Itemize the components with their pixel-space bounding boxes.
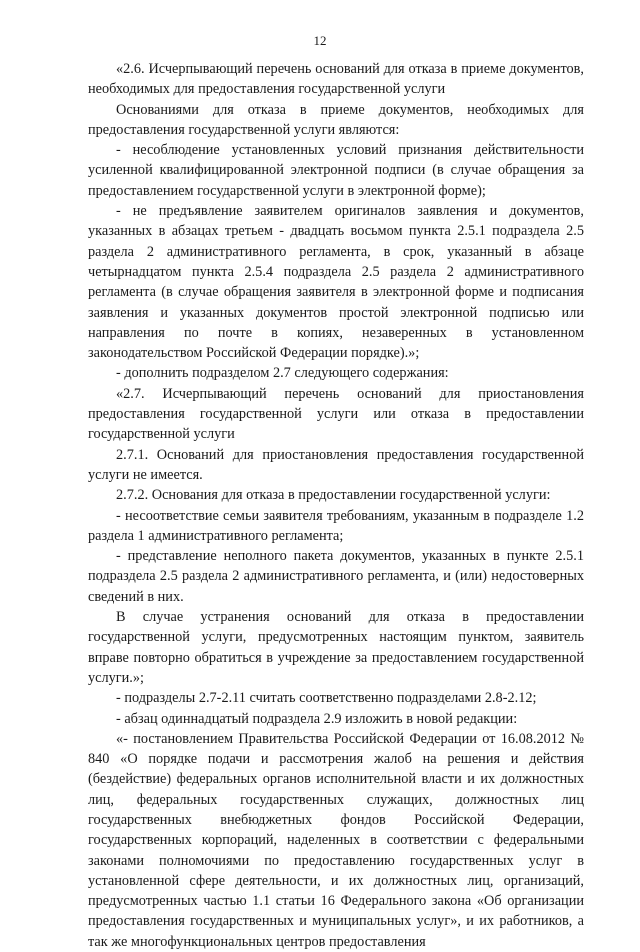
- paragraph-add-subsection-2-7: - дополнить подразделом 2.7 следующего содержания:: [116, 365, 449, 382]
- paragraph-2-6-heading: «2.6. Исчерпывающий перечень оснований для отказа в приеме документов, необходимых для предоставления государственной услуги: [88, 61, 584, 98]
- paragraph-2-7-heading: «2.7. Исчерпывающий перечень оснований для приостановления предоставления государственной услуги или отказа в предоставлении государственной услуги: [88, 385, 584, 443]
- paragraph-reapply: В случае устранения оснований для отказа в предоставлении государственной услуги, предусмотренных настоящим пунктом, заявитель вправе повторно обратиться в учреждение за предоставлением государственной услуги.»;: [88, 609, 584, 686]
- paragraph-refusal-grounds-intro: Основаниями для отказа в приеме документов, необходимых для предоставления государственной услуги являются:: [88, 101, 584, 138]
- paragraph-family-mismatch: - несоответствие семьи заявителя требованиям, указанным в подразделе 1.2 раздела 1 административного регламента;: [88, 507, 584, 544]
- paragraph-amend-2-9: - абзац одиннадцатый подраздела 2.9 изложить в новой редакции:: [116, 710, 518, 727]
- paragraph-incomplete-documents: - представление неполного пакета документов, указанных в пункте 2.5.1 подраздела 2.5 раздела 2 административного регламента, и (или) недостоверных сведений в них.: [88, 548, 584, 605]
- paragraph-renumber-subsections: - подразделы 2.7-2.11 считать соответственно подразделами 2.8-2.12;: [116, 690, 537, 707]
- page-number: 12: [313, 33, 327, 48]
- paragraph-signature-condition: - несоблюдение установленных условий признания действительности усиленной квалифицированной электронной подписи (в случае обращения за предоставлением государственной услуги в электронной форме);: [88, 142, 584, 199]
- document-body: [88, 59, 584, 952]
- paragraph-2-7-2: 2.7.2. Основания для отказа в предоставлении государственной услуги:: [116, 487, 551, 504]
- paragraph-government-decree: «- постановлением Правительства Российской Федерации от 16.08.2012 № 840 «О порядке подачи и рассмотрения жалоб на решения и действия (бездействие) федеральных органов исполнительной власти и их должностных лиц, федеральных государственных служащих, должностных лиц государственных внебюджетных фондов Российской Федерации, государственных корпораций, наделенных в соответствии с федеральными законами полномочиями по предоставлению государственных услуг в установленной сфере деятельности, и их должностных лиц, организаций, предусмотренных частью 1.1 статьи 16 Федерального закона «Об организации предоставления государственных и муниципальных услуг», и их работников, а так же многофункциональных центров предоставления: [88, 730, 584, 950]
- paragraph-2-7-1: 2.7.1. Оснований для приостановления предоставления государственной услуги не имеется.: [88, 446, 584, 483]
- paragraph-originals-not-presented: - не предъявление заявителем оригиналов заявления и документов, указанных в абзацах третьем - двадцать восьмом пункта 2.5.1 подраздела 2.5 раздела 2 административного регламента, в срок, указанный в абзаце четырнадцатом пункта 2.5.4 подраздела 2.5 раздела 2 административного регламента (в случае обращения заявителя в электронной форме и подписания заявления и указанных документов простой электронной подписью или направления по почте в копиях, незаверенных в установленном законодательством Российской Федерации порядке).»;: [88, 203, 584, 362]
